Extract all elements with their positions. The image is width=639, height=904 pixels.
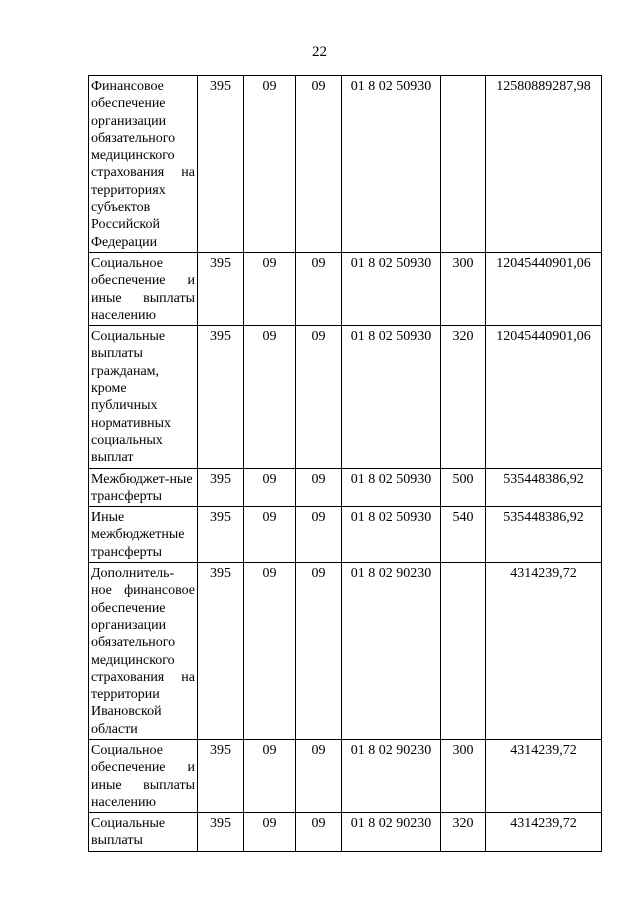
ministry-code-cell: 395 [198,252,244,325]
target-article-cell: 01 8 02 50930 [342,326,441,468]
row-name-cell: Социальное обеспечение и иные выплаты населению [89,252,198,325]
section-code-cell: 09 [244,507,296,563]
row-name-cell: Социальное обеспечение и иные выплаты населению [89,739,198,812]
amount-cell: 4314239,72 [486,563,602,740]
ministry-code-cell: 395 [198,507,244,563]
section-code-cell: 09 [244,563,296,740]
amount-cell: 535448386,92 [486,468,602,507]
amount-cell: 535448386,92 [486,507,602,563]
subsection-code-cell: 09 [296,813,342,852]
section-code-cell: 09 [244,326,296,468]
section-code-cell: 09 [244,468,296,507]
target-article-cell: 01 8 02 50930 [342,76,441,253]
target-article-cell: 01 8 02 50930 [342,468,441,507]
row-name-cell: Социальные выплаты гражданам, кроме публичных нормативных социальных выплат [89,326,198,468]
table-row [89,326,602,468]
section-code-cell: 09 [244,813,296,852]
expense-type-cell [441,76,486,253]
ministry-code-cell: 395 [198,76,244,253]
budget-table [88,75,602,852]
subsection-code-cell: 09 [296,507,342,563]
row-name-cell: Межбюджет-ные трансферты [89,468,198,507]
amount-cell: 4314239,72 [486,813,602,852]
target-article-cell: 01 8 02 90230 [342,739,441,812]
ministry-code-cell: 395 [198,813,244,852]
amount-cell: 12045440901,06 [486,326,602,468]
expense-type-cell: 300 [441,739,486,812]
amount-cell: 4314239,72 [486,739,602,812]
target-article-cell: 01 8 02 50930 [342,507,441,563]
subsection-code-cell: 09 [296,468,342,507]
expense-type-cell [441,563,486,740]
subsection-code-cell: 09 [296,76,342,253]
ministry-code-cell: 395 [198,326,244,468]
row-name-cell: Финансовое обеспечение организации обязательного медицинского страхования на территориях субъектов Российской Федерации [89,76,198,253]
row-name-cell: Иные межбюджетные трансферты [89,507,198,563]
ministry-code-cell: 395 [198,739,244,812]
section-code-cell: 09 [244,252,296,325]
expense-type-cell: 300 [441,252,486,325]
subsection-code-cell: 09 [296,739,342,812]
subsection-code-cell: 09 [296,563,342,740]
budget-table-body [89,76,602,852]
expense-type-cell: 320 [441,813,486,852]
table-row [89,813,602,852]
expense-type-cell: 540 [441,507,486,563]
table-row [89,563,602,740]
subsection-code-cell: 09 [296,252,342,325]
expense-type-cell: 500 [441,468,486,507]
target-article-cell: 01 8 02 50930 [342,252,441,325]
table-row [89,507,602,563]
table-row [89,76,602,253]
expense-type-cell: 320 [441,326,486,468]
section-code-cell: 09 [244,76,296,253]
page-number: 22 [312,44,327,60]
row-name-cell: Социальные выплаты [89,813,198,852]
ministry-code-cell: 395 [198,563,244,740]
table-row [89,739,602,812]
row-name-cell: Дополнитель-ное финансовое обеспечение организации обязательного медицинского страхования на территории Ивановской области [89,563,198,740]
section-code-cell: 09 [244,739,296,812]
table-row [89,252,602,325]
target-article-cell: 01 8 02 90230 [342,563,441,740]
ministry-code-cell: 395 [198,468,244,507]
target-article-cell: 01 8 02 90230 [342,813,441,852]
subsection-code-cell: 09 [296,326,342,468]
amount-cell: 12580889287,98 [486,76,602,253]
table-row [89,468,602,507]
amount-cell: 12045440901,06 [486,252,602,325]
